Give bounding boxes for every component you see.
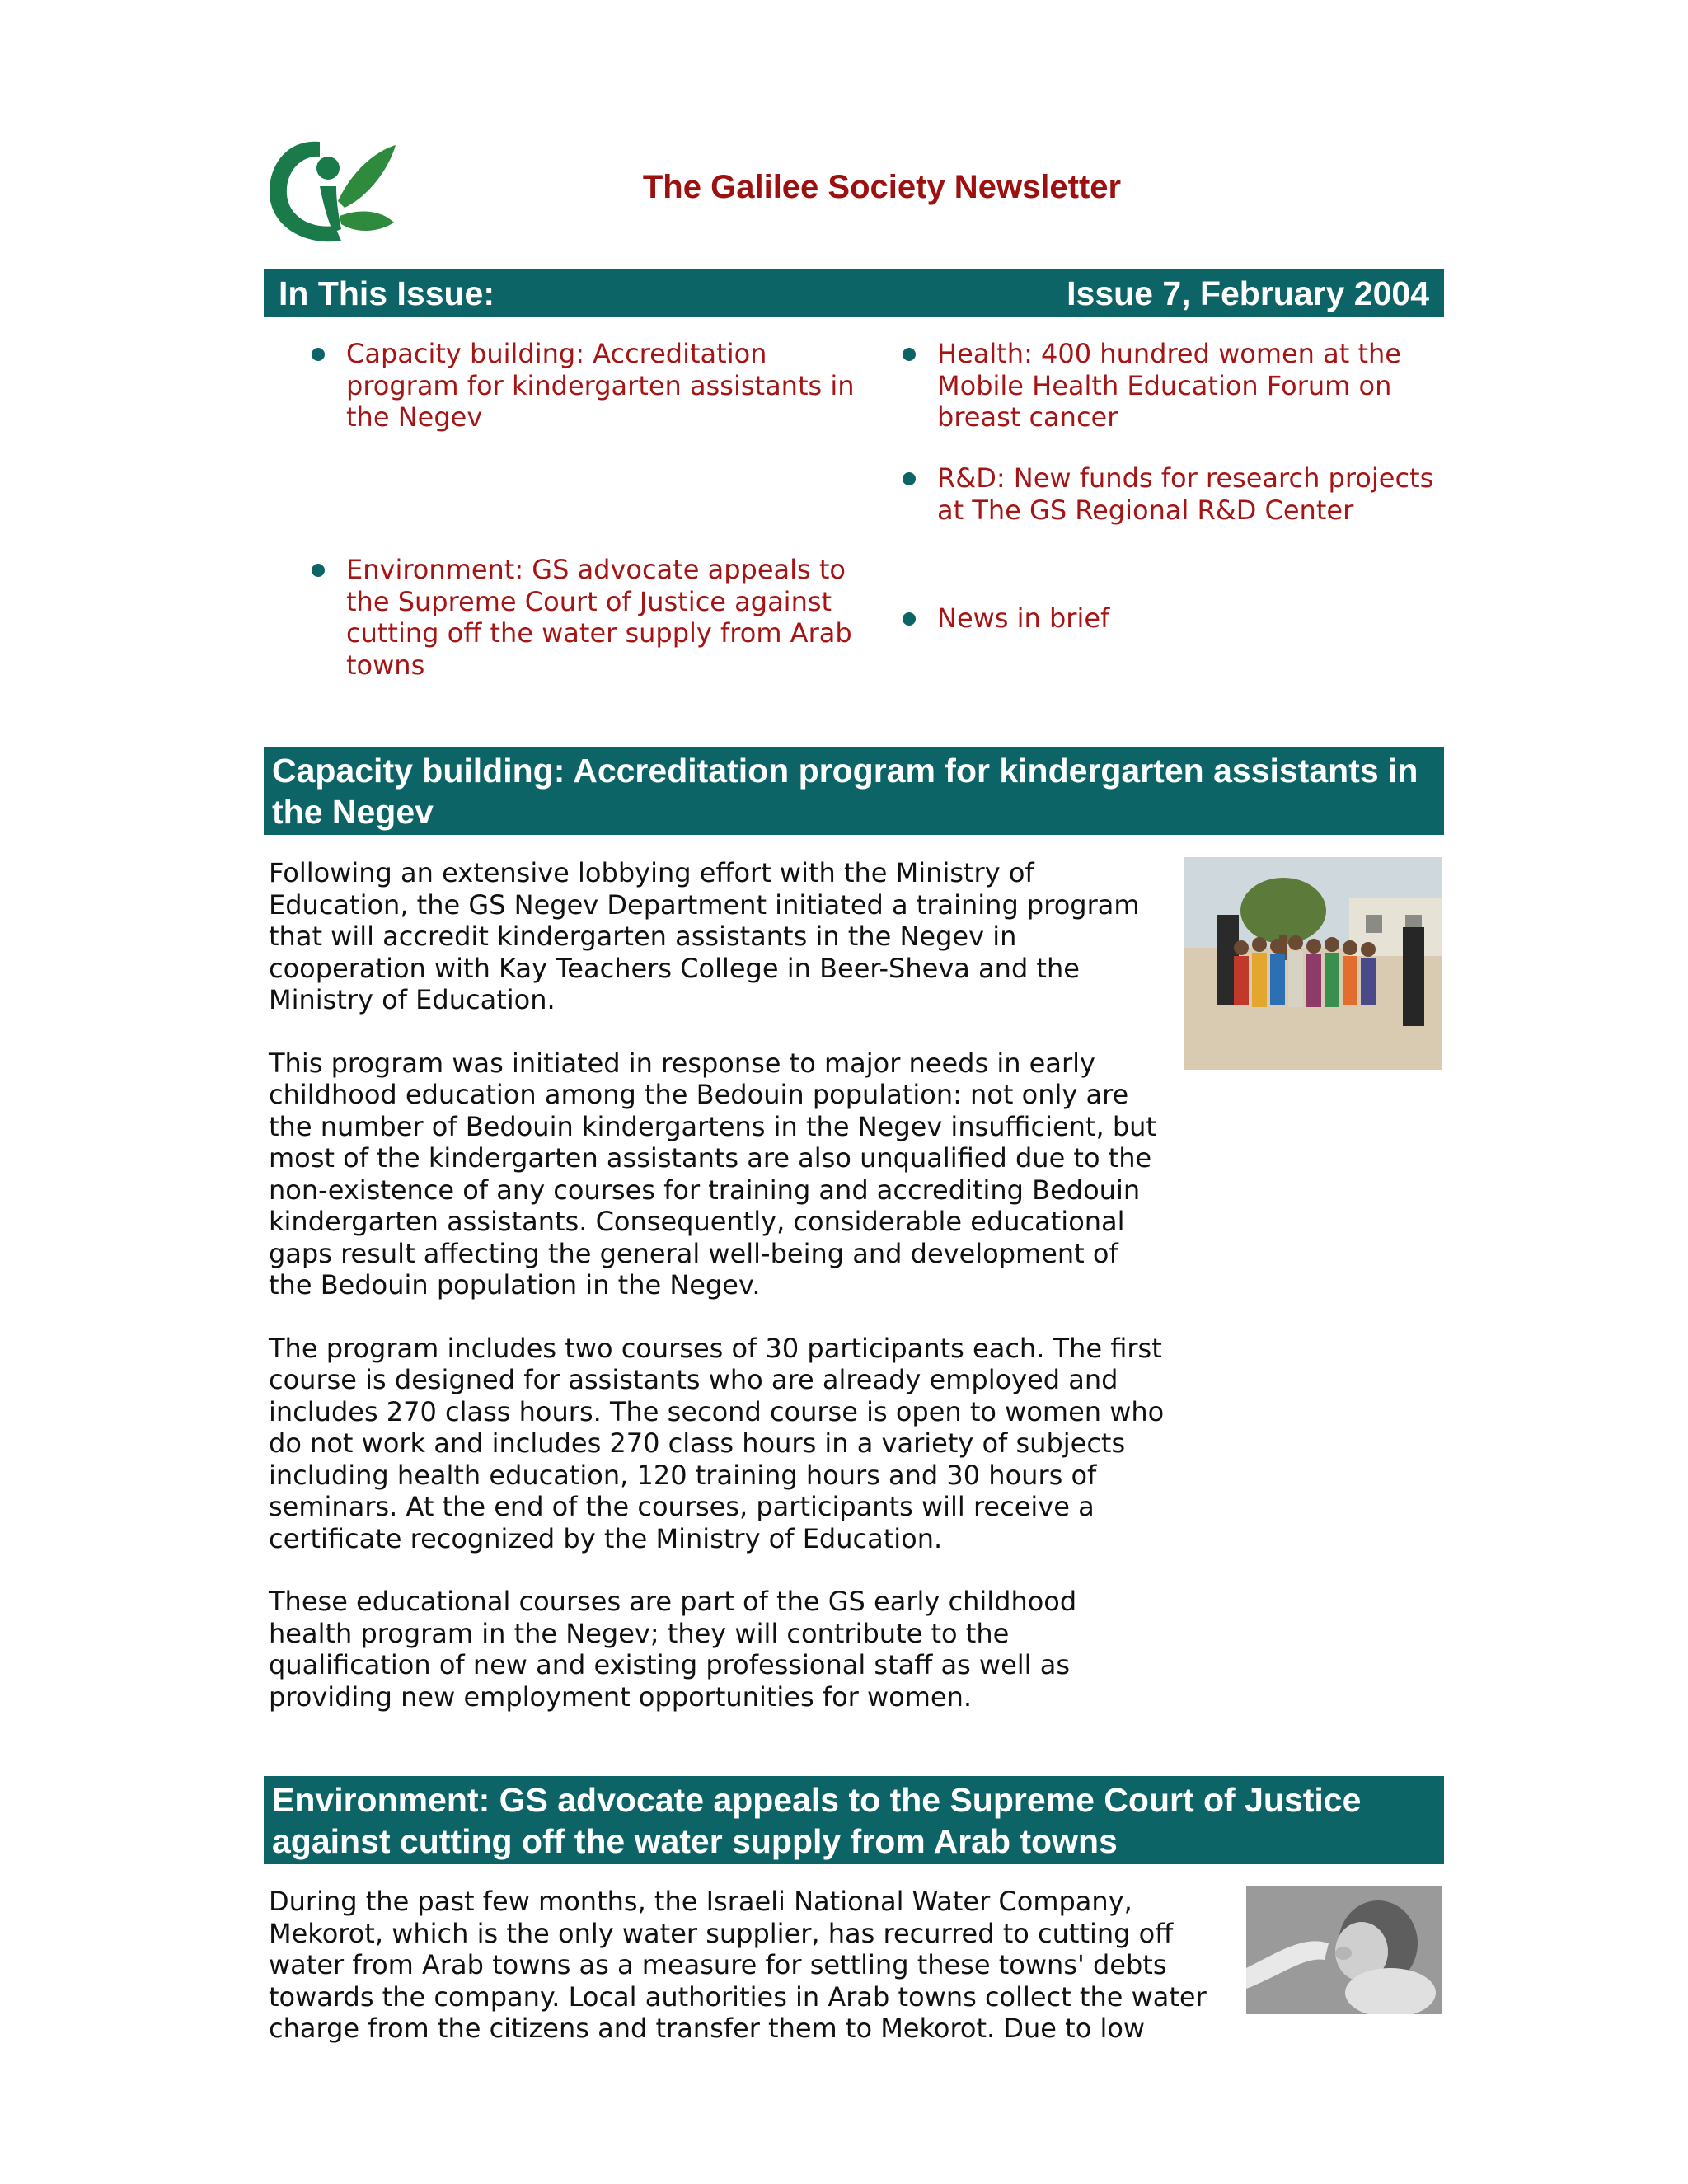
toc-item-label: Environment: GS advocate appeals to the Supreme Court of Justice against cutting off the water supply from Arab towns bbox=[346, 554, 852, 681]
toc-item-rnd[interactable] bbox=[937, 462, 1456, 526]
toc-item-capacity-building[interactable] bbox=[346, 338, 865, 434]
paragraph: During the past few months, the Israeli National Water Company, Mekorot, which is the only water supplier, has recurred to cutting off water from Arab towns as a measure for settling these towns' debts towards the company. Local authorities in Arab towns collect the water charge from the citizens and transfer them to Mekorot. Due to low bbox=[269, 1886, 1207, 2044]
toc-item-label: News in brief bbox=[937, 602, 1110, 634]
in-this-issue-bar bbox=[264, 269, 1444, 317]
bullet-icon bbox=[903, 612, 916, 626]
article-capacity-building-heading: Capacity building: Accreditation program for kindergarten assistants in the Negev bbox=[264, 747, 1444, 835]
article-capacity-building-body bbox=[269, 857, 1167, 1744]
in-this-issue-label: In This Issue: bbox=[279, 274, 495, 312]
toc-item-label: Health: 400 hundred women at the Mobile Health Education Forum on breast cancer bbox=[937, 338, 1401, 433]
galilee-society-logo bbox=[262, 130, 402, 254]
bullet-icon bbox=[312, 564, 325, 577]
paragraph: These educational courses are part of the GS early childhood health program in the Negev; they will contribute to the qualification of new and existing professional staff as well as providing new employment opportunities for women. bbox=[269, 1586, 1077, 1713]
paragraph: Following an extensive lobbying effort with the Ministry of Education, the GS Negev Department initiated a training program that will accredit kindergarten assistants in the Negev in cooperation with Kay Teachers College in Beer-Sheva and the Ministry of Education. bbox=[269, 857, 1140, 1015]
issue-date-label: Issue 7, February 2004 bbox=[1067, 274, 1429, 312]
article-environment-body bbox=[269, 1886, 1233, 2076]
paragraph: This program was initiated in response to major needs in early childhood education among the Bedouin population: not only are the number of Bedouin kindergartens in the Negev insufficient, but most of the kindergarten assistants are also unqualified due to the non-existence of any courses for training and accrediting Bedouin kindergarten assistants. Consequently, considerable educational gaps result affecting the general well-being and development of the Bedouin population in the Negev. bbox=[269, 1047, 1156, 1301]
newsletter-title: The Galilee Society Newsletter bbox=[642, 169, 1122, 205]
toc-item-environment[interactable] bbox=[346, 554, 865, 681]
bullet-icon bbox=[903, 348, 916, 361]
paragraph: The program includes two courses of 30 participants each. The first course is designed for assistants who are already employed and includes 270 class hours. The second course is open to women who do not work and includes 270 class hours in a variety of subjects including health education, 120 training hours and 30 hours of seminars. At the end of the courses, participants will receive a certificate recognized by the Ministry of Education. bbox=[269, 1332, 1165, 1554]
toc-item-label: R&D: New funds for research projects at The GS Regional R&D Center bbox=[937, 462, 1434, 526]
article-environment-heading: Environment: GS advocate appeals to the Supreme Court of Justice against cutting off the water supply from Arab towns bbox=[264, 1776, 1444, 1864]
bullet-icon bbox=[903, 472, 916, 485]
kindergarten-children-photo bbox=[1184, 857, 1442, 1070]
toc-item-label: Capacity building: Accreditation program for kindergarten assistants in the Negev bbox=[346, 338, 855, 433]
toc-item-health[interactable] bbox=[937, 338, 1456, 434]
bullet-icon bbox=[312, 348, 325, 361]
toc-item-news-in-brief[interactable] bbox=[937, 602, 1456, 635]
child-drinking-water-photo bbox=[1246, 1886, 1442, 2014]
